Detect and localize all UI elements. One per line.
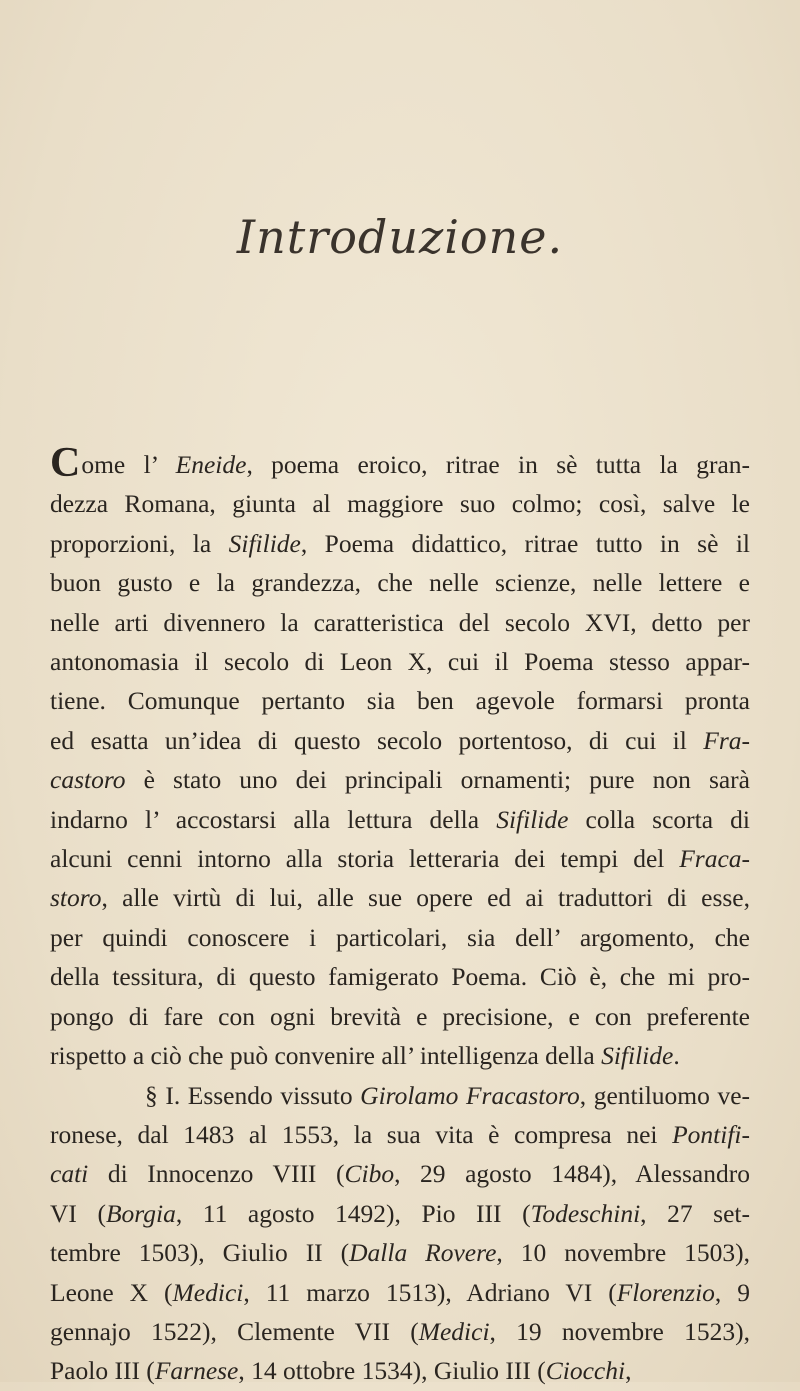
italic-text: Eneide xyxy=(175,450,247,479)
text-run: è stato uno dei principali ornamenti; pure non sarà xyxy=(125,765,750,795)
text-run: buon gusto e la grandezza, che nelle scienze, nelle lettere e xyxy=(50,568,750,598)
text-run: , alle virtù di lui, alle sue opere ed ai traduttori di esse, xyxy=(101,883,750,913)
text-line xyxy=(50,1036,750,1075)
text-line xyxy=(50,681,750,720)
text-run: , 11 marzo 1513), Adriano VI ( xyxy=(243,1277,617,1307)
italic-text: Farnese xyxy=(154,1356,239,1386)
text-line xyxy=(50,1076,750,1115)
text-line xyxy=(50,721,750,760)
text-run: Paolo III ( xyxy=(50,1356,155,1386)
text-line xyxy=(50,1233,750,1272)
text-line xyxy=(50,1351,750,1390)
text-line xyxy=(50,1194,750,1233)
text-run: per quindi conoscere i particolari, sia dell’ argomento, che xyxy=(50,922,750,952)
text-run: , 11 agosto 1492), Pio III ( xyxy=(175,1198,531,1228)
body-text xyxy=(50,440,751,1391)
text-run: nelle arti divennero la caratteristica del secolo XVI, detto per xyxy=(50,607,750,637)
text-line xyxy=(50,1154,750,1193)
text-line xyxy=(50,918,750,957)
text-line xyxy=(50,642,750,681)
text-line xyxy=(50,603,750,642)
text-run: , 27 set- xyxy=(640,1198,750,1228)
text-run: di Innocenzo VIII ( xyxy=(88,1159,345,1189)
text-run: , gentiluomo ve- xyxy=(579,1080,751,1110)
text-run: ed esatta un’idea di questo secolo portentoso, di cui il xyxy=(50,725,704,755)
italic-text: Todeschini xyxy=(530,1198,641,1228)
text-run: tiene. Comunque pertanto sia ben agevole formarsi pronta xyxy=(50,686,750,716)
text-run: . xyxy=(673,1041,680,1071)
text-run: della tessitura, di questo famigerato Poema. Ciò è, che mi pro- xyxy=(50,962,750,992)
text-run: pongo di fare con ogni brevità e precisione, e con preferente xyxy=(50,1001,750,1031)
text-line xyxy=(50,800,750,839)
drop-cap: C xyxy=(50,440,81,486)
text-run: , poema eroico, ritrae in sè tutta la gran- xyxy=(246,450,751,479)
text-line xyxy=(50,839,750,878)
text-line xyxy=(50,1273,750,1312)
text-run: , 19 novembre 1523), xyxy=(489,1316,750,1346)
text-run: § I. Essendo vissuto xyxy=(145,1080,361,1110)
text-run: , 29 agosto 1484), Alessandro xyxy=(394,1159,750,1189)
text-run: , Poema didattico, ritrae tutto in sè il xyxy=(300,528,751,558)
italic-text: storo xyxy=(50,883,102,913)
text-run: ronese, dal 1483 al 1553, la sua vita è compresa nei xyxy=(50,1119,673,1149)
italic-text: Cibo xyxy=(344,1159,395,1189)
chapter-heading: Introduzione. xyxy=(236,210,564,264)
italic-text: Girolamo Fracastoro xyxy=(360,1080,580,1110)
text-line xyxy=(50,878,750,917)
text-line xyxy=(50,484,750,523)
text-run: indarno l’ accostarsi alla lettura della xyxy=(50,804,497,834)
paragraph-2 xyxy=(50,1076,750,1391)
italic-text: Sifilide xyxy=(601,1041,674,1071)
italic-text: cati xyxy=(50,1159,89,1189)
text-run: , xyxy=(625,1356,632,1386)
paragraph-1 xyxy=(50,440,751,1076)
text-run: , 10 novembre 1503), xyxy=(496,1238,750,1268)
text-run: colla scorta di xyxy=(568,804,751,834)
italic-text: Borgia xyxy=(105,1198,176,1228)
italic-text: Sifilide xyxy=(228,528,301,558)
italic-text: Medici xyxy=(172,1277,244,1307)
italic-text: Florenzio xyxy=(616,1277,715,1307)
text-line xyxy=(50,957,750,996)
italic-text: Medici xyxy=(418,1316,490,1346)
text-run: rispetto a ciò che può convenire all’ intelligenza della xyxy=(50,1041,602,1071)
italic-text: Fraca- xyxy=(679,844,750,874)
italic-text: castoro xyxy=(50,765,126,795)
text-run: , 14 ottobre 1534), Giulio III ( xyxy=(238,1356,546,1386)
text-run: Leone X ( xyxy=(50,1277,173,1307)
text-line xyxy=(50,1312,750,1351)
text-run: , 9 xyxy=(714,1277,751,1307)
italic-text: Ciocchi xyxy=(545,1356,626,1386)
text-line xyxy=(50,1115,750,1154)
text-line xyxy=(50,524,750,563)
text-run: tembre 1503), Giulio II ( xyxy=(50,1238,350,1268)
italic-text: Sifilide xyxy=(496,804,569,834)
italic-text: Fra- xyxy=(703,725,750,755)
italic-text: Pontifi- xyxy=(672,1119,750,1149)
text-line xyxy=(50,440,751,486)
italic-text: Dalla Rovere xyxy=(349,1238,497,1268)
text-line xyxy=(50,563,750,602)
text-run: antonomasia il secolo di Leon X, cui il Poema stesso appar- xyxy=(50,647,750,677)
text-run: ome l’ xyxy=(81,450,176,479)
text-run: proporzioni, la xyxy=(50,528,229,558)
text-run: gennajo 1522), Clemente VII ( xyxy=(50,1316,419,1346)
text-line xyxy=(50,997,750,1036)
text-run: alcuni cenni intorno alla storia letteraria dei tempi del xyxy=(50,844,680,874)
text-run: VI ( xyxy=(50,1198,106,1228)
text-line xyxy=(50,760,750,799)
text-run: dezza Romana, giunta al maggiore suo colmo; così, salve le xyxy=(50,489,750,519)
